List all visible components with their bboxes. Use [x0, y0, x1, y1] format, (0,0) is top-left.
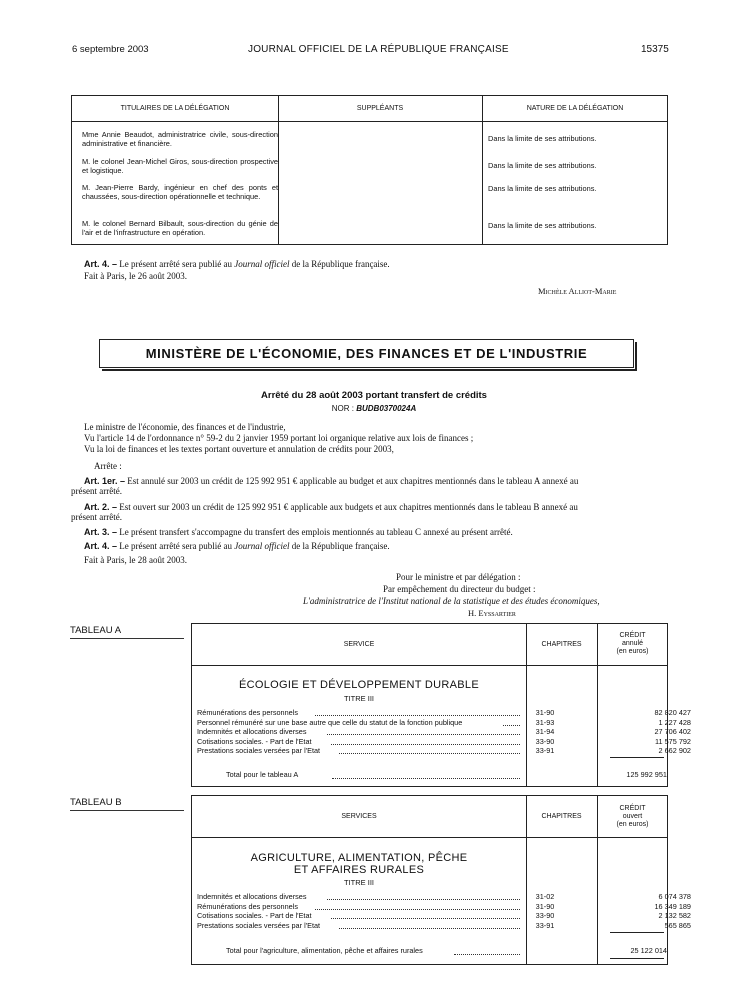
col-suppleants: SUPPLÉANTS: [356, 105, 404, 112]
table-row: Prestations sociales versées par l'Etat 33-91 2 662 902: [197, 746, 691, 755]
titulaire-cell: M. le colonel Jean-Michel Giros, sous-direction prospective et logistique.: [82, 157, 278, 175]
table-row: Personnel rémunéré sur une base autre que celle du statut de la fonction publique 31-93 1 227 428: [197, 717, 691, 727]
decree-intro-line: Vu l'article 14 de l'ordonnance n° 59-2 du 2 janvier 1959 portant loi organique relative aux lois de finances ;: [84, 433, 474, 443]
arrete-label: Arrête :: [94, 461, 122, 471]
fait-decree: Fait à Paris, le 28 août 2003.: [84, 555, 187, 565]
table-row: Cotisations sociales. - Part de l'Etat 33-90 11 575 792: [197, 736, 691, 746]
article-4: Art. 4. – Le présent arrêté sera publié au Journal officiel de la République française.: [84, 541, 390, 551]
titre-label: TITRE III: [344, 878, 374, 887]
table-row: Prestations sociales versées par l'Etat 33-91 565 865: [197, 920, 691, 930]
decree-title: Arrêté du 28 août 2003 portant transfert de crédits: [261, 390, 487, 401]
header-date: 6 septembre 2003: [72, 44, 149, 55]
table-row: Indemnités et allocations diverses 31-02 6 074 378: [197, 892, 691, 901]
tableau-a-rows: [197, 708, 691, 756]
ministry-title: MINISTÈRE DE L'ÉCONOMIE, DES FINANCES ET DE L'INDUSTRIE: [145, 346, 588, 361]
page-number: 15375: [641, 44, 669, 55]
tableau-a-label: TABLEAU A: [70, 625, 122, 636]
total-amount: 25 122 014: [630, 946, 667, 955]
nature-cell: Dans la limite de ses attributions.: [488, 161, 597, 170]
tableau-b-label: TABLEAU B: [70, 797, 122, 808]
article-1: Art. 1er. – Est annulé sur 2003 un crédit de 125 992 951 € applicable au budget et aux chapitres mentionnés dans le tableau A annexé au: [84, 476, 579, 486]
titulaire-cell: Mme Annie Beaudot, administratrice civile, sous-direction administrative et financière.: [82, 130, 278, 148]
article-2-cont: présent arrêté.: [71, 512, 122, 522]
table-row: Cotisations sociales. - Part de l'Etat 33-90 2 132 582: [197, 911, 691, 920]
total-label: Total pour l'agriculture, alimentation, pêche et affaires rurales: [226, 946, 423, 955]
decree-intro-line: Le ministre de l'économie, des finances et de l'industrie,: [84, 422, 286, 432]
section-title-line: AGRICULTURE, ALIMENTATION, PÊCHE: [250, 852, 468, 864]
signature-line: L'administratrice de l'Institut national de la statistique et des études économiques,: [303, 596, 600, 606]
nature-cell: Dans la limite de ses attributions.: [488, 221, 597, 230]
total-amount: 125 992 951: [626, 770, 667, 779]
article-4-previous: Art. 4. – Le présent arrêté sera publié au Journal officiel de la République française.: [84, 259, 390, 269]
section-title-line: ET AFFAIRES RURALES: [293, 864, 425, 876]
col-chapitres: CHAPITRES: [541, 813, 582, 820]
article-2: Art. 2. – Est ouvert sur 2003 un crédit de 125 992 951 € applicable aux budgets et aux chapitres mentionnés dans le tableau B annexé au: [84, 502, 578, 512]
tableau-b: [191, 795, 691, 965]
col-credit: CRÉDIT ouvert (en euros): [616, 805, 649, 828]
tableau-a: [191, 623, 691, 787]
fait-previous: Fait à Paris, le 26 août 2003.: [84, 271, 187, 281]
nature-cell: Dans la limite de ses attributions.: [488, 184, 597, 193]
col-nature: NATURE DE LA DÉLÉGATION: [526, 105, 624, 112]
journal-title: JOURNAL OFFICIEL DE LA RÉPUBLIQUE FRANÇAISE: [248, 44, 509, 55]
col-credit: CRÉDIT annulé (en euros): [616, 632, 649, 655]
signature-previous: Michèle Alliot-Marie: [538, 286, 617, 296]
article-3: Art. 3. – Le présent transfert s'accompagne du transfert des emplois mentionnés au tableau C annexé au présent arrêté.: [84, 527, 513, 537]
section-title: ÉCOLOGIE ET DÉVELOPPEMENT DURABLE: [239, 679, 479, 691]
table-row: Rémunérations des personnels 31-90 82 820 427: [197, 708, 691, 717]
col-chapitres: CHAPITRES: [541, 641, 582, 648]
nor-reference: NOR : BUDB0370024A: [331, 404, 417, 413]
tableau-b-rows: [197, 892, 691, 930]
col-service: SERVICE: [343, 641, 375, 648]
nature-cell: Dans la limite de ses attributions.: [488, 134, 597, 143]
titulaire-cell: M. le colonel Bernard Bilbault, sous-direction du génie de l'air et de l'infrastructure en opération.: [82, 219, 278, 237]
signature-name: H. Eyssartier: [468, 608, 516, 618]
signature-line: Par empêchement du directeur du budget :: [383, 584, 536, 594]
ministry-banner: [99, 339, 634, 368]
delegation-table: [71, 95, 668, 245]
table-row: Rémunérations des personnels 31-90 16 349 189: [197, 901, 691, 911]
col-services: SERVICES: [341, 813, 377, 820]
total-label: Total pour le tableau A: [226, 770, 299, 779]
col-titulaires: TITULAIRES DE LA DÉLÉGATION: [120, 105, 230, 112]
signature-line: Pour le ministre et par délégation :: [396, 572, 521, 582]
table-row: Indemnités et allocations diverses 31-94 27 706 402: [197, 727, 691, 736]
decree-intro-line: Vu la loi de finances et les textes portant ouverture et annulation de crédits pour 2003,: [84, 444, 394, 454]
titulaire-cell: M. Jean-Pierre Bardy, ingénieur en chef des ponts et chaussées, sous-direction opérationnelle et technique.: [82, 183, 278, 201]
article-1-cont: présent arrêté.: [71, 486, 122, 496]
titre-label: TITRE III: [344, 694, 374, 703]
